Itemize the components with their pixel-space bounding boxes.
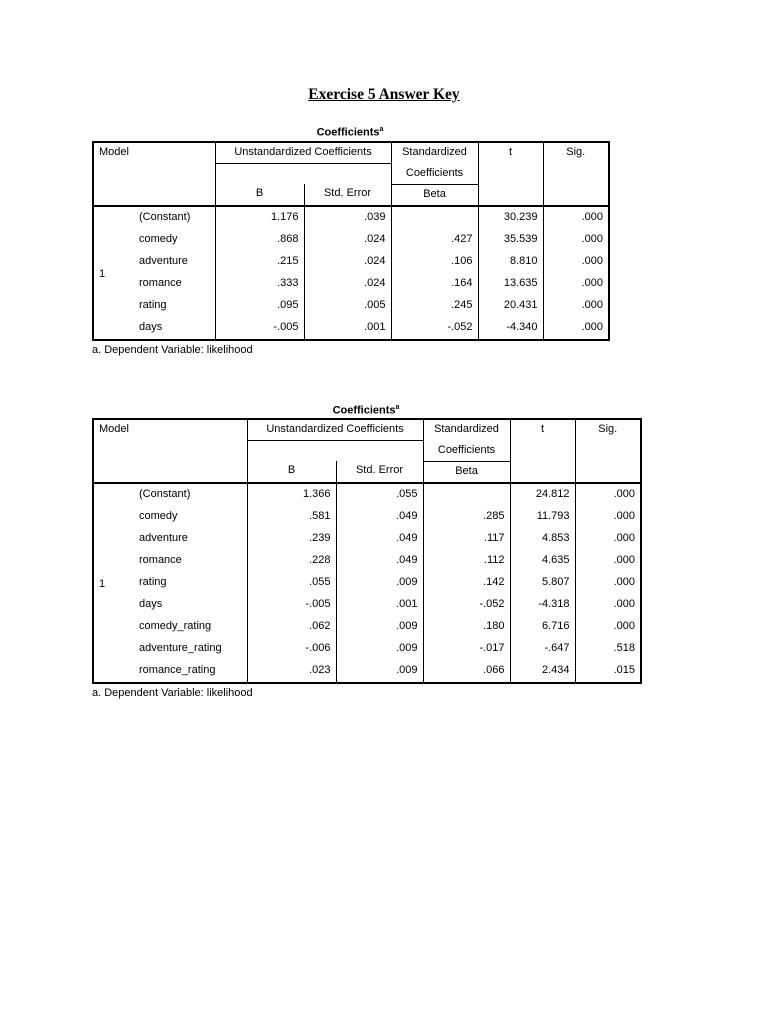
std-error-value: .049 [336, 506, 423, 528]
variable-name: rating [139, 575, 167, 588]
variable-name: romance [139, 276, 182, 289]
variable-name: adventure [139, 254, 188, 267]
variable-name: days [139, 597, 163, 610]
beta-value [423, 483, 510, 506]
caption-text: Coefficients [332, 404, 396, 417]
variable-name: days [139, 320, 163, 333]
table1-caption [92, 126, 608, 139]
sig-value: .000 [575, 506, 641, 528]
sig-value: .000 [543, 317, 609, 340]
table-row [93, 638, 641, 660]
table-row [93, 206, 609, 229]
beta-value: .164 [391, 273, 478, 295]
t-value: 35.539 [478, 229, 543, 251]
t-value: 24.812 [510, 483, 575, 506]
t-value: -4.318 [510, 594, 575, 616]
std-error-value: .039 [304, 206, 391, 229]
b-value: 1.366 [247, 483, 336, 506]
table-row [93, 572, 641, 594]
table-row [93, 616, 641, 638]
variable-name: comedy [139, 509, 178, 522]
beta-value: .245 [391, 295, 478, 317]
beta-value [391, 206, 478, 229]
page-title: Exercise 5 Answer Key [308, 86, 460, 103]
table1-footnote: a. Dependent Variable: likelihood [92, 344, 253, 356]
beta-value: .106 [391, 251, 478, 273]
beta-value: .117 [423, 528, 510, 550]
b-value: .228 [247, 550, 336, 572]
header-std-error: Std. Error [304, 184, 391, 206]
header-standardized-2: Coefficients [391, 164, 478, 185]
table2-body [93, 483, 641, 683]
b-value: .581 [247, 506, 336, 528]
sig-value: .015 [575, 660, 641, 683]
variable-name: rating [139, 298, 167, 311]
beta-value: .180 [423, 616, 510, 638]
std-error-value: .009 [336, 572, 423, 594]
t-value: 8.810 [478, 251, 543, 273]
header-unstandardized: Unstandardized Coefficients [247, 419, 423, 441]
std-error-value: .009 [336, 660, 423, 683]
header-std-error: Std. Error [336, 461, 423, 483]
beta-value: .142 [423, 572, 510, 594]
table-row [93, 483, 641, 506]
sig-value: .000 [543, 206, 609, 229]
table-row [93, 273, 609, 295]
t-value: 5.807 [510, 572, 575, 594]
std-error-value: .024 [304, 251, 391, 273]
b-value: .215 [215, 251, 304, 273]
model-number: 1 [99, 577, 106, 590]
variable-name: (Constant) [139, 210, 191, 223]
table-row [93, 317, 609, 340]
header-sig: Sig. [543, 142, 609, 206]
t-value: 20.431 [478, 295, 543, 317]
beta-value: .285 [423, 506, 510, 528]
coefficients-table-1 [92, 141, 610, 341]
variable-name: comedy_rating [139, 619, 212, 632]
sig-value: .000 [575, 550, 641, 572]
variable-name: comedy [139, 232, 178, 245]
sig-value: .000 [575, 594, 641, 616]
t-value: 30.239 [478, 206, 543, 229]
header-standardized-1: Standardized [391, 142, 478, 164]
caption-superscript: a [379, 126, 384, 133]
caption-superscript: a [395, 404, 400, 411]
variable-name: adventure [139, 531, 188, 544]
coefficients-table-2 [92, 418, 642, 684]
header-t: t [510, 419, 575, 483]
header-b: B [215, 184, 304, 206]
b-value: .023 [247, 660, 336, 683]
header-beta: Beta [391, 184, 478, 206]
sig-value: .000 [543, 229, 609, 251]
b-value: .095 [215, 295, 304, 317]
header-standardized-2: Coefficients [423, 441, 510, 462]
header-standardized-1: Standardized [423, 419, 510, 441]
sig-value: .000 [575, 528, 641, 550]
t-value: 6.716 [510, 616, 575, 638]
variable-name: romance_rating [139, 663, 216, 676]
variable-name: (Constant) [139, 487, 191, 500]
beta-value: -.052 [423, 594, 510, 616]
header-model: Model [99, 146, 129, 158]
b-value: 1.176 [215, 206, 304, 229]
header-beta: Beta [423, 461, 510, 483]
table-row [93, 550, 641, 572]
beta-value: .066 [423, 660, 510, 683]
beta-value: -.017 [423, 638, 510, 660]
std-error-value: .055 [336, 483, 423, 506]
sig-value: .000 [543, 251, 609, 273]
sig-value: .000 [575, 483, 641, 506]
table-row [93, 229, 609, 251]
std-error-value: .009 [336, 638, 423, 660]
std-error-value: .024 [304, 273, 391, 295]
beta-value: .112 [423, 550, 510, 572]
header-unstandardized: Unstandardized Coefficients [215, 142, 391, 164]
table1-body [93, 206, 609, 340]
b-value: -.005 [215, 317, 304, 340]
b-value: .239 [247, 528, 336, 550]
table-row [93, 528, 641, 550]
std-error-value: .001 [304, 317, 391, 340]
variable-name: romance [139, 553, 182, 566]
b-value: .868 [215, 229, 304, 251]
sig-value: .000 [543, 273, 609, 295]
t-value: -.647 [510, 638, 575, 660]
b-value: .333 [215, 273, 304, 295]
header-b: B [247, 461, 336, 483]
caption-text: Coefficients [316, 126, 380, 139]
t-value: 4.853 [510, 528, 575, 550]
std-error-value: .024 [304, 229, 391, 251]
b-value: -.006 [247, 638, 336, 660]
t-value: 13.635 [478, 273, 543, 295]
table-row [93, 251, 609, 273]
variable-name: adventure_rating [139, 641, 222, 654]
header-sig: Sig. [575, 419, 641, 483]
table-row [93, 506, 641, 528]
std-error-value: .005 [304, 295, 391, 317]
sig-value: .000 [575, 616, 641, 638]
table2-caption [92, 404, 640, 417]
b-value: .055 [247, 572, 336, 594]
b-value: -.005 [247, 594, 336, 616]
table-row [93, 660, 641, 683]
t-value: 2.434 [510, 660, 575, 683]
t-value: 4.635 [510, 550, 575, 572]
t-value: -4.340 [478, 317, 543, 340]
beta-value: -.052 [391, 317, 478, 340]
std-error-value: .049 [336, 550, 423, 572]
header-t: t [478, 142, 543, 206]
sig-value: .000 [575, 572, 641, 594]
std-error-value: .049 [336, 528, 423, 550]
sig-value: .518 [575, 638, 641, 660]
header-model: Model [99, 423, 129, 435]
table2-footnote: a. Dependent Variable: likelihood [92, 687, 253, 699]
sig-value: .000 [543, 295, 609, 317]
t-value: 11.793 [510, 506, 575, 528]
table-row [93, 594, 641, 616]
model-number: 1 [99, 267, 106, 280]
b-value: .062 [247, 616, 336, 638]
table-row [93, 295, 609, 317]
std-error-value: .009 [336, 616, 423, 638]
beta-value: .427 [391, 229, 478, 251]
std-error-value: .001 [336, 594, 423, 616]
